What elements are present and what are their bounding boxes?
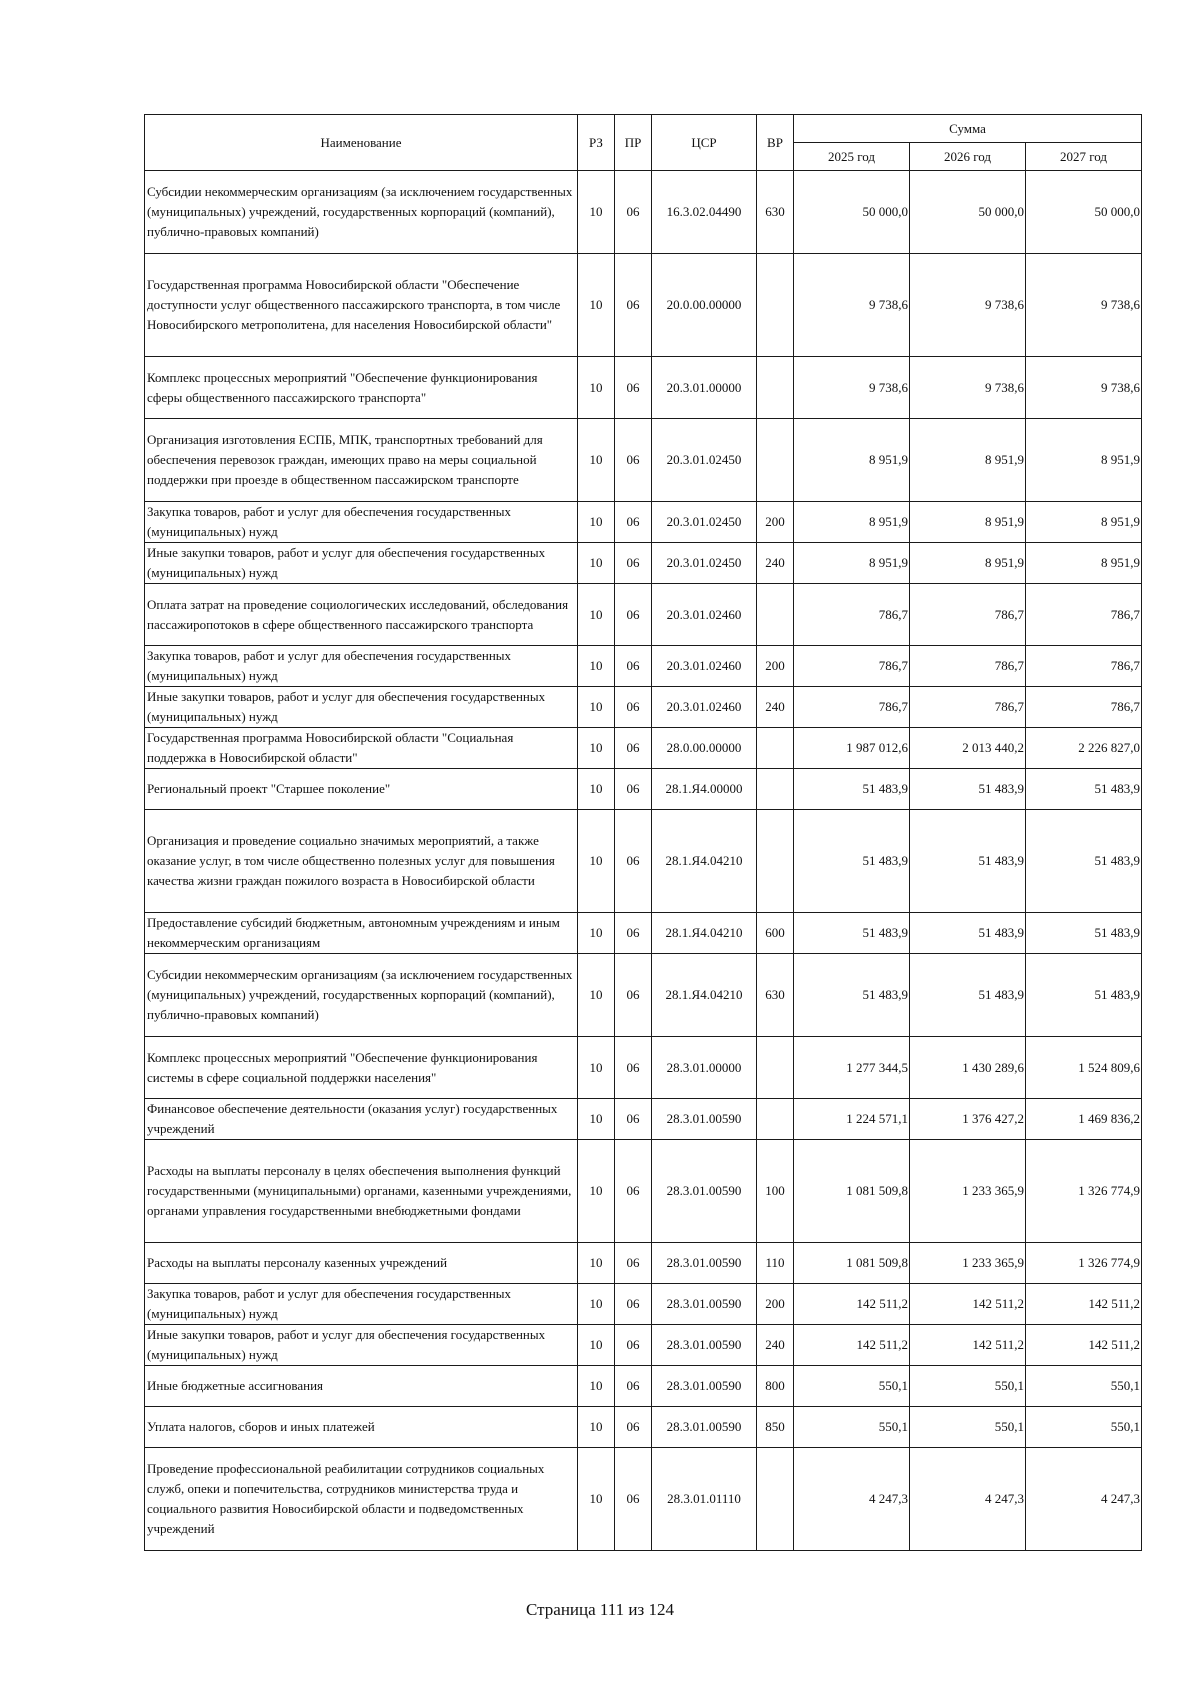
cell-rz: 10 [578, 1366, 615, 1407]
cell-sum-2025: 142 511,2 [794, 1325, 910, 1366]
cell-sum-2025: 8 951,9 [794, 419, 910, 502]
cell-pr: 06 [615, 1407, 652, 1448]
table-row [145, 810, 1142, 913]
cell-sum-2026: 51 483,9 [910, 954, 1026, 1037]
cell-pr: 06 [615, 1366, 652, 1407]
cell-name: Государственная программа Новосибирской области "Обеспечение доступности услуг общественного пассажирского транспорта, в том числе Новосибирского метрополитена, для населения Новосибирской области" [145, 254, 578, 357]
cell-vr: 200 [757, 502, 794, 543]
cell-pr: 06 [615, 913, 652, 954]
cell-sum-2027: 786,7 [1026, 584, 1142, 646]
cell-sum-2026: 1 233 365,9 [910, 1140, 1026, 1243]
cell-rz: 10 [578, 769, 615, 810]
table-row [145, 769, 1142, 810]
cell-csr: 28.0.00.00000 [652, 728, 757, 769]
cell-sum-2026: 51 483,9 [910, 810, 1026, 913]
cell-csr: 28.3.01.00590 [652, 1407, 757, 1448]
cell-csr: 28.3.01.00590 [652, 1099, 757, 1140]
cell-rz: 10 [578, 584, 615, 646]
table-row [145, 1284, 1142, 1325]
cell-pr: 06 [615, 646, 652, 687]
table-row [145, 954, 1142, 1037]
cell-vr [757, 728, 794, 769]
header-vr: ВР [757, 115, 794, 171]
cell-sum-2027: 4 247,3 [1026, 1448, 1142, 1551]
table-row [145, 913, 1142, 954]
cell-rz: 10 [578, 171, 615, 254]
cell-vr: 110 [757, 1243, 794, 1284]
cell-csr: 28.1.Я4.04210 [652, 954, 757, 1037]
cell-name: Расходы на выплаты персоналу в целях обеспечения выполнения функций государственными (муниципальными) органами, казенными учреждениями, органами управления государственными внебюджетными фондами [145, 1140, 578, 1243]
cell-csr: 20.3.01.02460 [652, 687, 757, 728]
cell-name: Закупка товаров, работ и услуг для обеспечения государственных (муниципальных) нужд [145, 1284, 578, 1325]
cell-rz: 10 [578, 1037, 615, 1099]
cell-csr: 20.3.01.02450 [652, 543, 757, 584]
cell-sum-2027: 1 326 774,9 [1026, 1140, 1142, 1243]
cell-name: Финансовое обеспечение деятельности (оказания услуг) государственных учреждений [145, 1099, 578, 1140]
cell-sum-2027: 8 951,9 [1026, 502, 1142, 543]
header-sum: Сумма [794, 115, 1142, 143]
cell-csr: 20.3.01.02450 [652, 502, 757, 543]
cell-pr: 06 [615, 687, 652, 728]
cell-sum-2025: 50 000,0 [794, 171, 910, 254]
table-row [145, 1243, 1142, 1284]
cell-sum-2025: 550,1 [794, 1366, 910, 1407]
cell-rz: 10 [578, 1407, 615, 1448]
cell-vr [757, 1448, 794, 1551]
cell-csr: 20.3.01.02450 [652, 419, 757, 502]
cell-sum-2025: 1 277 344,5 [794, 1037, 910, 1099]
cell-sum-2026: 1 376 427,2 [910, 1099, 1026, 1140]
cell-name: Иные закупки товаров, работ и услуг для обеспечения государственных (муниципальных) нужд [145, 687, 578, 728]
header-rz: РЗ [578, 115, 615, 171]
cell-csr: 28.3.01.00590 [652, 1325, 757, 1366]
header-pr: ПР [615, 115, 652, 171]
table-row [145, 1140, 1142, 1243]
cell-rz: 10 [578, 1448, 615, 1551]
cell-sum-2025: 142 511,2 [794, 1284, 910, 1325]
cell-sum-2026: 142 511,2 [910, 1284, 1026, 1325]
cell-sum-2027: 142 511,2 [1026, 1284, 1142, 1325]
table-row [145, 1407, 1142, 1448]
cell-rz: 10 [578, 913, 615, 954]
cell-vr [757, 1037, 794, 1099]
budget-table [144, 114, 1142, 1551]
cell-pr: 06 [615, 1140, 652, 1243]
cell-sum-2025: 9 738,6 [794, 254, 910, 357]
cell-sum-2026: 51 483,9 [910, 769, 1026, 810]
cell-pr: 06 [615, 1037, 652, 1099]
cell-sum-2027: 50 000,0 [1026, 171, 1142, 254]
cell-sum-2027: 1 469 836,2 [1026, 1099, 1142, 1140]
cell-csr: 20.3.01.02460 [652, 584, 757, 646]
cell-rz: 10 [578, 543, 615, 584]
cell-sum-2027: 51 483,9 [1026, 913, 1142, 954]
cell-sum-2025: 9 738,6 [794, 357, 910, 419]
cell-vr: 200 [757, 1284, 794, 1325]
cell-sum-2026: 142 511,2 [910, 1325, 1026, 1366]
cell-sum-2025: 51 483,9 [794, 769, 910, 810]
cell-vr [757, 419, 794, 502]
cell-sum-2025: 51 483,9 [794, 810, 910, 913]
cell-vr [757, 254, 794, 357]
cell-vr: 200 [757, 646, 794, 687]
cell-sum-2027: 8 951,9 [1026, 419, 1142, 502]
page-number: Страница 111 из 124 [526, 1600, 674, 1619]
cell-sum-2027: 1 326 774,9 [1026, 1243, 1142, 1284]
cell-pr: 06 [615, 502, 652, 543]
cell-name: Иные закупки товаров, работ и услуг для обеспечения государственных (муниципальных) нужд [145, 543, 578, 584]
cell-csr: 28.3.01.00590 [652, 1140, 757, 1243]
cell-pr: 06 [615, 254, 652, 357]
table-row [145, 254, 1142, 357]
cell-sum-2027: 51 483,9 [1026, 769, 1142, 810]
cell-vr: 100 [757, 1140, 794, 1243]
cell-sum-2025: 786,7 [794, 646, 910, 687]
table-row [145, 584, 1142, 646]
cell-sum-2026: 8 951,9 [910, 419, 1026, 502]
cell-sum-2026: 8 951,9 [910, 543, 1026, 584]
cell-sum-2026: 51 483,9 [910, 913, 1026, 954]
cell-vr: 600 [757, 913, 794, 954]
cell-sum-2026: 786,7 [910, 584, 1026, 646]
cell-pr: 06 [615, 1099, 652, 1140]
table-row [145, 728, 1142, 769]
cell-csr: 20.3.01.02460 [652, 646, 757, 687]
cell-sum-2027: 9 738,6 [1026, 357, 1142, 419]
cell-rz: 10 [578, 728, 615, 769]
table-header [145, 115, 1142, 171]
cell-sum-2027: 2 226 827,0 [1026, 728, 1142, 769]
cell-sum-2025: 51 483,9 [794, 954, 910, 1037]
table-row [145, 687, 1142, 728]
table-row [145, 502, 1142, 543]
cell-sum-2027: 550,1 [1026, 1407, 1142, 1448]
cell-rz: 10 [578, 810, 615, 913]
table-row [145, 1325, 1142, 1366]
cell-vr: 240 [757, 543, 794, 584]
cell-sum-2027: 51 483,9 [1026, 954, 1142, 1037]
cell-rz: 10 [578, 1284, 615, 1325]
cell-csr: 20.3.01.00000 [652, 357, 757, 419]
cell-sum-2026: 50 000,0 [910, 171, 1026, 254]
cell-name: Проведение профессиональной реабилитации сотрудников социальных служб, опеки и попечительства, сотрудников министерства труда и социального развития Новосибирской области и подведомственных учреждений [145, 1448, 578, 1551]
cell-rz: 10 [578, 419, 615, 502]
cell-vr [757, 810, 794, 913]
cell-vr: 630 [757, 954, 794, 1037]
table-row [145, 543, 1142, 584]
cell-rz: 10 [578, 646, 615, 687]
cell-vr: 630 [757, 171, 794, 254]
cell-vr: 800 [757, 1366, 794, 1407]
cell-pr: 06 [615, 810, 652, 913]
cell-csr: 20.0.00.00000 [652, 254, 757, 357]
cell-name: Расходы на выплаты персоналу казенных учреждений [145, 1243, 578, 1284]
cell-name: Субсидии некоммерческим организациям (за исключением государственных (муниципальных) учреждений, государственных корпораций (компаний), публично-правовых компаний) [145, 954, 578, 1037]
cell-pr: 06 [615, 419, 652, 502]
cell-csr: 28.3.01.00000 [652, 1037, 757, 1099]
cell-sum-2027: 786,7 [1026, 646, 1142, 687]
cell-rz: 10 [578, 954, 615, 1037]
table-row [145, 646, 1142, 687]
cell-vr: 240 [757, 687, 794, 728]
cell-pr: 06 [615, 1448, 652, 1551]
cell-sum-2026: 1 233 365,9 [910, 1243, 1026, 1284]
cell-csr: 28.3.01.00590 [652, 1243, 757, 1284]
table-row [145, 1366, 1142, 1407]
cell-rz: 10 [578, 1243, 615, 1284]
cell-csr: 28.3.01.00590 [652, 1284, 757, 1325]
cell-pr: 06 [615, 728, 652, 769]
cell-pr: 06 [615, 584, 652, 646]
table-row [145, 1099, 1142, 1140]
cell-rz: 10 [578, 687, 615, 728]
cell-sum-2025: 8 951,9 [794, 543, 910, 584]
cell-vr: 850 [757, 1407, 794, 1448]
cell-vr [757, 584, 794, 646]
cell-sum-2025: 1 987 012,6 [794, 728, 910, 769]
cell-csr: 28.1.Я4.00000 [652, 769, 757, 810]
cell-name: Уплата налогов, сборов и иных платежей [145, 1407, 578, 1448]
cell-sum-2027: 9 738,6 [1026, 254, 1142, 357]
cell-name: Организация и проведение социально значимых мероприятий, а также оказание услуг, в том числе общественно полезных услуг для повышения качества жизни граждан пожилого возраста в Новосибирской области [145, 810, 578, 913]
cell-sum-2026: 550,1 [910, 1407, 1026, 1448]
cell-sum-2026: 4 247,3 [910, 1448, 1026, 1551]
cell-name: Предоставление субсидий бюджетным, автономным учреждениям и иным некоммерческим организациям [145, 913, 578, 954]
cell-vr: 240 [757, 1325, 794, 1366]
table-row [145, 171, 1142, 254]
header-csr: ЦСР [652, 115, 757, 171]
cell-name: Закупка товаров, работ и услуг для обеспечения государственных (муниципальных) нужд [145, 502, 578, 543]
cell-rz: 10 [578, 254, 615, 357]
cell-name: Комплекс процессных мероприятий "Обеспечение функционирования системы в сфере социальной поддержки населения" [145, 1037, 578, 1099]
table-body [145, 171, 1142, 1551]
cell-rz: 10 [578, 1140, 615, 1243]
cell-name: Государственная программа Новосибирской области "Социальная поддержка в Новосибирской области" [145, 728, 578, 769]
cell-name: Субсидии некоммерческим организациям (за исключением государственных (муниципальных) учреждений, государственных корпораций (компаний), публично-правовых компаний) [145, 171, 578, 254]
table-row [145, 357, 1142, 419]
header-year-2027: 2027 год [1026, 143, 1142, 171]
cell-sum-2025: 51 483,9 [794, 913, 910, 954]
cell-sum-2026: 2 013 440,2 [910, 728, 1026, 769]
cell-vr [757, 357, 794, 419]
cell-csr: 28.1.Я4.04210 [652, 913, 757, 954]
cell-sum-2025: 1 081 509,8 [794, 1140, 910, 1243]
cell-sum-2026: 8 951,9 [910, 502, 1026, 543]
cell-csr: 28.1.Я4.04210 [652, 810, 757, 913]
cell-sum-2027: 8 951,9 [1026, 543, 1142, 584]
cell-sum-2026: 786,7 [910, 687, 1026, 728]
cell-csr: 28.3.01.01110 [652, 1448, 757, 1551]
cell-sum-2025: 1 224 571,1 [794, 1099, 910, 1140]
cell-sum-2027: 1 524 809,6 [1026, 1037, 1142, 1099]
cell-rz: 10 [578, 1325, 615, 1366]
cell-name: Оплата затрат на проведение социологических исследований, обследования пассажиропотоков в сфере общественного пассажирского транспорта [145, 584, 578, 646]
cell-rz: 10 [578, 1099, 615, 1140]
cell-rz: 10 [578, 502, 615, 543]
cell-name: Закупка товаров, работ и услуг для обеспечения государственных (муниципальных) нужд [145, 646, 578, 687]
cell-csr: 16.3.02.04490 [652, 171, 757, 254]
cell-name: Организация изготовления ЕСПБ, МПК, транспортных требований для обеспечения перевозок граждан, имеющих право на меры социальной поддержки при проезде в общественном пассажирском транспорте [145, 419, 578, 502]
cell-sum-2026: 786,7 [910, 646, 1026, 687]
header-year-2025: 2025 год [794, 143, 910, 171]
cell-name: Иные бюджетные ассигнования [145, 1366, 578, 1407]
table-row [145, 1448, 1142, 1551]
header-name: Наименование [145, 115, 578, 171]
cell-sum-2025: 550,1 [794, 1407, 910, 1448]
cell-pr: 06 [615, 954, 652, 1037]
cell-sum-2026: 1 430 289,6 [910, 1037, 1026, 1099]
cell-name: Региональный проект "Старшее поколение" [145, 769, 578, 810]
cell-sum-2026: 9 738,6 [910, 357, 1026, 419]
cell-sum-2025: 4 247,3 [794, 1448, 910, 1551]
cell-sum-2025: 1 081 509,8 [794, 1243, 910, 1284]
cell-name: Комплекс процессных мероприятий "Обеспечение функционирования сферы общественного пассажирского транспорта" [145, 357, 578, 419]
cell-pr: 06 [615, 1284, 652, 1325]
cell-sum-2027: 786,7 [1026, 687, 1142, 728]
table-row [145, 1037, 1142, 1099]
cell-sum-2027: 550,1 [1026, 1366, 1142, 1407]
cell-pr: 06 [615, 1325, 652, 1366]
cell-sum-2025: 8 951,9 [794, 502, 910, 543]
cell-name: Иные закупки товаров, работ и услуг для обеспечения государственных (муниципальных) нужд [145, 1325, 578, 1366]
table-row [145, 419, 1142, 502]
cell-pr: 06 [615, 171, 652, 254]
cell-pr: 06 [615, 1243, 652, 1284]
cell-csr: 28.3.01.00590 [652, 1366, 757, 1407]
cell-pr: 06 [615, 769, 652, 810]
cell-rz: 10 [578, 357, 615, 419]
cell-pr: 06 [615, 357, 652, 419]
cell-sum-2027: 51 483,9 [1026, 810, 1142, 913]
cell-sum-2027: 142 511,2 [1026, 1325, 1142, 1366]
cell-sum-2026: 9 738,6 [910, 254, 1026, 357]
header-year-2026: 2026 год [910, 143, 1026, 171]
cell-sum-2026: 550,1 [910, 1366, 1026, 1407]
cell-vr [757, 1099, 794, 1140]
cell-sum-2025: 786,7 [794, 584, 910, 646]
cell-vr [757, 769, 794, 810]
cell-sum-2025: 786,7 [794, 687, 910, 728]
cell-pr: 06 [615, 543, 652, 584]
